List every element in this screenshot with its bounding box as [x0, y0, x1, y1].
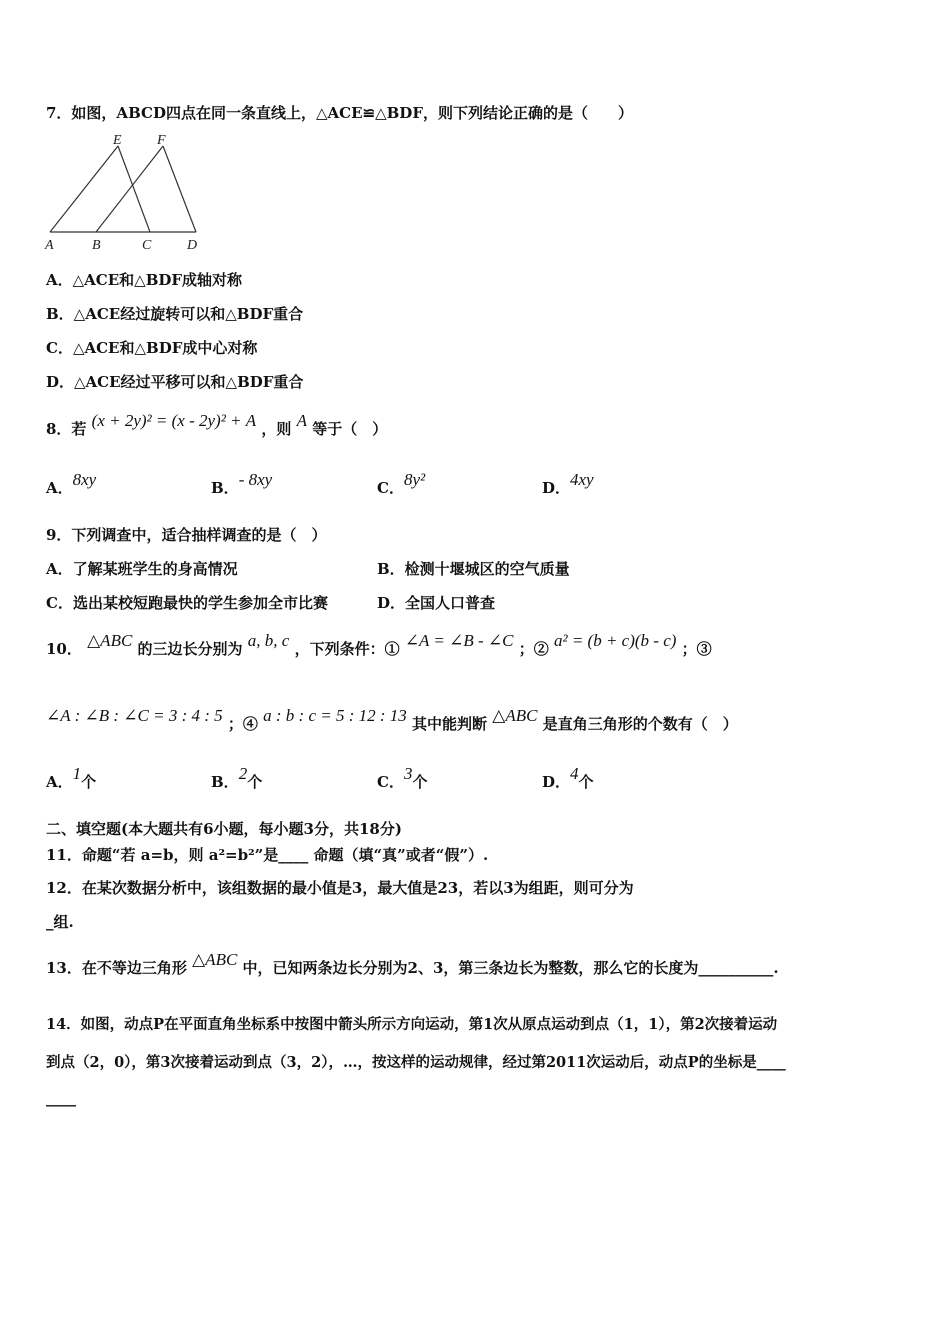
- label-e: E: [113, 133, 122, 148]
- segment-bf: [96, 146, 163, 232]
- label-d: D: [187, 238, 198, 253]
- q10-text: 的三边长分别为: [137, 640, 243, 658]
- q9-option-b[interactable]: B．检测十堰城区的空气质量: [377, 560, 570, 578]
- option-letter: A．: [46, 773, 73, 791]
- q7-option-c[interactable]: C．△ACE和△BDF成中心对称: [46, 339, 258, 357]
- q8-prefix: 8．若: [46, 420, 87, 438]
- option-value: - 8xy: [238, 470, 273, 489]
- q10-line1: [46, 631, 712, 659]
- q10-number: 10．: [46, 640, 82, 658]
- option-value: 8xy: [72, 470, 97, 489]
- label-f: F: [157, 133, 166, 148]
- q10-option-b[interactable]: [211, 764, 263, 792]
- q8-formula: (x + 2y)² = (x - 2y)² + A: [91, 411, 257, 430]
- option-value: 4: [570, 764, 579, 783]
- q8-option-b[interactable]: [211, 470, 273, 498]
- q13-prefix: 13．在不等边三角形: [46, 959, 187, 977]
- option-letter: C．: [377, 773, 404, 791]
- q10-triangle: △ABC: [87, 631, 133, 650]
- q10-sides: a, b, c: [247, 631, 290, 650]
- q10-text: ；②: [518, 640, 549, 658]
- q10-condition-3: ∠A : ∠B : ∠C = 3 : 4 : 5: [46, 706, 223, 725]
- q9-option-a[interactable]: A．了解某班学生的身高情况: [46, 560, 238, 578]
- q10-text: ，下列条件：①: [294, 640, 400, 658]
- q9-option-d[interactable]: D．全国人口普查: [377, 594, 496, 612]
- q8-mid: ，则: [261, 420, 292, 438]
- segment-fd: [163, 146, 196, 232]
- q7-triangle-figure: [44, 128, 209, 253]
- q9-stem: 9．下列调查中，适合抽样调查的是（ ）: [46, 526, 327, 544]
- q10-text: 是直角三角形的个数有（ ）: [542, 715, 738, 733]
- q14-line2: 到点（2，0），第3次接着运动到点（3，2），…，按这样的运动规律，经过第2011次运动后，动点P的坐标是____: [46, 1054, 786, 1071]
- q7-option-d[interactable]: D．△ACE经过平移可以和△BDF重合: [46, 373, 304, 391]
- option-value: 8y²: [403, 470, 426, 489]
- option-letter: C．: [377, 479, 404, 497]
- q8-option-d[interactable]: [542, 470, 594, 498]
- option-letter: B．: [211, 773, 239, 791]
- option-letter: B．: [211, 479, 239, 497]
- option-letter: D．: [542, 773, 571, 791]
- q12-line1: 12．在某次数据分析中，该组数据的最小值是3，最大值是23，若以3为组距，则可分为: [46, 879, 634, 897]
- q10-triangle: △ABC: [492, 706, 538, 725]
- option-unit: 个: [247, 773, 263, 791]
- option-unit: 个: [81, 773, 97, 791]
- q7-stem: 7．如图，ABCD四点在同一条直线上，△ACE≌△BDF，则下列结论正确的是（ ）: [46, 104, 633, 122]
- segment-ec: [118, 146, 150, 232]
- q10-option-d[interactable]: [542, 764, 594, 792]
- q8-option-c[interactable]: [377, 470, 426, 498]
- q14-line1: 14．如图，动点P在平面直角坐标系中按图中箭头所示方向运动，第1次从原点运动到点（1，1），第2次接着运动: [46, 1016, 778, 1033]
- q10-option-a[interactable]: [46, 764, 97, 792]
- q13-suffix: 中，已知两条边长分别为2、3，第三条边长为整数，那么它的长度为__________.: [242, 959, 779, 977]
- option-unit: 个: [412, 773, 428, 791]
- q10-option-c[interactable]: [377, 764, 428, 792]
- section-2-heading: 二、填空题(本大题共有6小题，每小题3分，共18分): [46, 820, 402, 838]
- q10-text: 其中能判断: [412, 715, 488, 733]
- option-letter: D．: [542, 479, 571, 497]
- q11-text: 11．命题“若 a=b，则 a²=b²”是____ 命题（填“真”或者“假”）.: [46, 846, 489, 864]
- q14-line3: ____: [46, 1089, 76, 1107]
- q9-option-c[interactable]: C．选出某校短跑最快的学生参加全市比赛: [46, 594, 328, 612]
- q13-text: [46, 950, 779, 978]
- option-letter: A．: [46, 479, 73, 497]
- option-value: 4xy: [570, 470, 594, 489]
- q13-triangle: △ABC: [192, 950, 238, 969]
- q7-option-b[interactable]: B．△ACE经过旋转可以和△BDF重合: [46, 305, 304, 323]
- q10-text: ；④: [227, 715, 258, 733]
- q8-option-a[interactable]: [46, 470, 97, 498]
- option-unit: 个: [578, 773, 594, 791]
- q10-condition-2: a² = (b + c)(b - c): [553, 631, 677, 650]
- option-value: 1: [72, 764, 82, 783]
- q10-condition-1: ∠A = ∠B - ∠C: [404, 631, 514, 650]
- label-c: C: [142, 238, 152, 253]
- label-a: A: [45, 238, 54, 253]
- q10-text: ；③: [681, 640, 712, 658]
- q10-condition-4: a : b : c = 5 : 12 : 13: [263, 706, 407, 725]
- segment-ae: [50, 146, 118, 232]
- option-value: 2: [238, 764, 248, 783]
- option-value: 3: [403, 764, 413, 783]
- q8-var: A: [296, 411, 308, 430]
- label-b: B: [92, 238, 101, 253]
- q8-stem: [46, 411, 388, 439]
- q8-suffix: 等于（ ）: [312, 420, 388, 438]
- q7-option-a[interactable]: A．△ACE和△BDF成轴对称: [46, 271, 243, 289]
- q10-line2: [46, 706, 738, 734]
- q12-line2: _组.: [46, 913, 74, 931]
